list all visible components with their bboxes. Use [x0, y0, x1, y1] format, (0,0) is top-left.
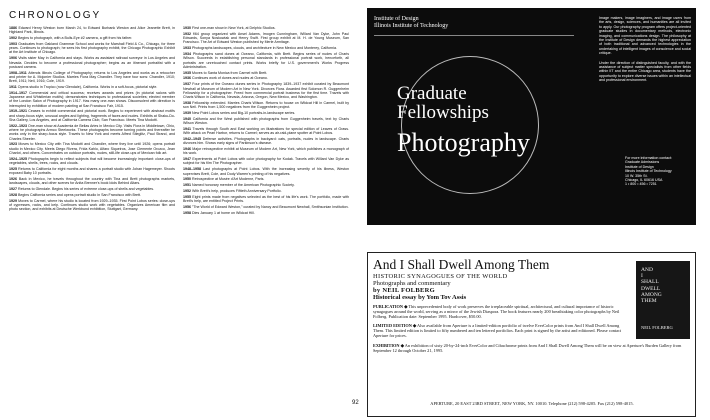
contact-line: 1 • 800 • 456 • 7251: [625, 182, 657, 187]
exhibition-label: EXHIBITION ◆: [373, 342, 404, 348]
publication-label: PUBLICATION ◆: [373, 304, 408, 309]
entry-text: With Brett's help, produces Fiftieth Anniversary Portfolio.: [192, 189, 282, 194]
chronology-entry: [183, 157, 349, 166]
entry-year: 1930: [183, 26, 192, 30]
chronology-entry: [9, 177, 175, 186]
cover-author: NEIL FOLBERG: [641, 325, 673, 330]
chronology-entry: [183, 32, 349, 45]
entry-text: "The World of Edward Weston," curated by Nancy and Beaumont Newhall, Smithsonian Institution.: [192, 205, 349, 210]
chronology-entry: [9, 91, 175, 108]
entry-year: 1935: [183, 70, 192, 75]
chronology-entry: [9, 157, 175, 166]
chronology-entry: [9, 71, 175, 84]
contact-line: Chicago, IL 60616 USA: [625, 178, 663, 183]
chronology-entry: [183, 101, 349, 110]
book-ad: [367, 252, 696, 417]
entry-year: 1947: [183, 157, 193, 162]
ad-headline: [397, 84, 489, 122]
page-number: 92: [352, 400, 359, 406]
entry-year: 1924–1925: [9, 156, 29, 161]
entry-text: Photographs landscapes, clouds, and architecture in New Mexico and Monterey, California.: [192, 46, 337, 51]
entry-year: 1919–1921: [9, 109, 29, 114]
contact-line: Institute of Design: [625, 164, 654, 169]
contact-line: For more information contact:: [625, 156, 672, 160]
institute-line-1: Institute of Design: [374, 16, 419, 22]
entry-year: 1922–1923: [9, 123, 29, 128]
entry-year: 1955: [183, 194, 193, 199]
chronology-entry: [183, 71, 349, 75]
entry-year: 1942–1945: [183, 137, 203, 142]
institute-name: [374, 16, 448, 30]
book-title: And I Shall Dwell Among Them: [373, 257, 550, 272]
entry-year: 1928: [9, 192, 18, 197]
chronology-entry: [9, 109, 175, 122]
chronology-columns: [9, 26, 349, 215]
entry-text: Named honorary member of the American Photographic Society.: [192, 183, 295, 188]
chronology-entry: [9, 193, 175, 197]
entry-year: 1908–1911: [9, 70, 29, 75]
contact-info: [625, 156, 693, 187]
book-author: by NEIL FOLBERG: [373, 287, 435, 294]
chronology-entry: [9, 85, 175, 89]
entry-text: Major retrospective exhibit at Museum of Modern Art, New York, which publishes a monograph of his work.: [183, 147, 349, 156]
institute-line-2: Illinois Institute of Technology: [374, 23, 449, 29]
entry-text: Defense activities. Photographs in backyard: cats, portraits, nudes in landscape. Charis divorces him. Shows early signs of Parkinson's disease.: [183, 137, 349, 146]
entry-text: Returns to California for eight months and shares a portrait studio with Johan Hagemeyer. Shoots exposed Baby 10 portraits.: [9, 166, 175, 176]
entry-text: One-man show at Academia de Bellas Artes in Mexico City. Visits Flora in Middletown, Ohio, where he photographs Armco Steelworks. These photographs become turning points and thereafter he works only in the sharp-focus style. Travels to New York and meets Alfred Stieglitz, Paul Strand, and Charles Sheeler.: [9, 123, 175, 141]
entry-year: 1926: [9, 176, 19, 181]
headline-fellowships: Fellowships: [397, 102, 489, 123]
chronology-entry: [9, 199, 175, 212]
entry-year: 1932: [183, 31, 193, 36]
ad-paragraph-2: Under the direction of distinguished faculty, and with the assistance of subject matter specialists from other fields within IIT and the entire Chicago area, students have the opportunity to explore diverse issues within an intellectual and professional environment.: [599, 60, 691, 83]
cover-title-line: I: [641, 273, 643, 280]
chronology-entry: [9, 142, 175, 155]
entry-year: 1906: [9, 56, 19, 61]
cover-title-line: SHALL: [641, 279, 659, 286]
book-subtitle: HISTORIC SYNAGOGUES OF THE WORLD: [373, 273, 508, 280]
entry-text: Back in Mexico, he travels throughout the country with Tina and Brett photographs markets, landscapes, clouds, and other scenes for Anita Brenner's book Idols Behind Altars.: [9, 176, 175, 186]
entry-text: Experiments at Point Lobos with color photography for Kodak. Travels with Willard Van Dyke as subject for his film The Photographer.: [183, 157, 349, 166]
entry-text: Photographs begin to reflect subjects that will become increasingly important: close-ups of vegetables, shells, trees, rocks, and clouds.: [9, 156, 175, 165]
chronology-entry: [183, 205, 349, 209]
entry-year: 1950: [183, 177, 192, 182]
entry-year: 1956: [183, 205, 192, 210]
chronology-entry: [183, 195, 349, 204]
cover-title: [641, 267, 662, 304]
chronology-entry: [183, 189, 349, 193]
entry-text: Begins California series and opens portrait studio in San Francisco with Brett.: [18, 192, 142, 197]
chronology-entry: [183, 117, 349, 126]
entry-year: 1923: [9, 142, 19, 147]
book-essay-line: Historical essay by Yom Tov Assis: [373, 294, 467, 301]
chronology-entry: [183, 82, 349, 99]
chronology-entry: [9, 36, 175, 40]
entry-text: Ceases to exhibit commercial and pictorial work. Begins to experiment with abstract motifs and sharp-focus style, unusual angles and lighting, fragments of faces and nudes. Exhibits at Shaku-Do-Sha Gallery, Los Angeles, and at California Camera Club, San Francisco. Meets Tina Modotti.: [9, 109, 175, 122]
chronology-entry: [9, 56, 175, 69]
ad-description: [599, 16, 691, 88]
institute-of-design-ad: [367, 8, 696, 225]
chronology-entry: [183, 76, 349, 80]
cover-title-line: AND: [641, 267, 653, 273]
headline-photography: Photography: [397, 128, 530, 157]
circle-graphic: [401, 56, 539, 194]
entry-text: Attends Illinois College of Photography; returns to Los Angeles and works as a retoucher and printer for A. Mojonier Studios. Marries Flora May Chandler. They have four sons: Chandler, 1910; Brett, 1911; Neil, 1916; Cole, 1919.: [9, 70, 175, 84]
entry-year: 1914–1917: [9, 90, 30, 95]
entry-text: Visits sister May in California and stays. Works as assistant railroad surveyor in Los Angeles and Nevada. Decides to become a professional photographer; begins as an itinerant portraitist with a postcard camera.: [9, 56, 175, 69]
entry-text: Moves to Santa Monica from Carmel with Brett.: [192, 70, 268, 75]
aperture-address: APERTURE, 20 EAST 23RD STREET, NEW YORK, NY. 10010. Telephone (212) 598-4205. Fax (212) 598-4015.: [430, 401, 634, 406]
divider-rule: [374, 35, 574, 36]
entry-year: 1936: [183, 76, 192, 81]
cover-title-line: DWELL: [641, 285, 661, 292]
chronology-title: CHRONOLOGY: [9, 10, 102, 21]
chronology-entry: [9, 124, 175, 141]
chronology-entry: [183, 127, 349, 136]
cover-title-line: AMONG: [641, 291, 662, 298]
entry-text: Dies January 1 at home on Wildcat Hill.: [192, 210, 255, 215]
entry-text: Moves to Carmel, where his studio is located from 1929–1935. First Point Lobos series: close-ups of cypresses, rocks, and kelp. Continues studio work with vegetables. Organizes American film and photo section, and exhibits at Deutsche Werkbund exhibition, Stuttgart, Germany.: [9, 198, 176, 212]
entry-text: Travels through South and East working on illustrations for special edition of Leaves of Grass. With attack on Pearl Harbor, returns to Carmel; serves as air-raid-plane spotter at Point Lobos.: [183, 126, 349, 136]
book-ad-body: [373, 304, 688, 357]
entry-year: 1952: [183, 189, 192, 194]
limited-label: LIMITED EDITION ◆: [373, 323, 417, 329]
entry-year: 1948–1958: [183, 167, 204, 172]
chronology-section: [9, 10, 349, 405]
chronology-entry: [183, 183, 349, 187]
limited-text: Also available from Aperture is a limited-edition portfolio of twelve EverColor prints from And I Shall Dwell Among Them. This limited edition is limited to fifty numbered and ten lettered portfolios. Each print is signed by the artist and editioned. Please contact Aperture for prices.: [373, 323, 622, 339]
entry-year: 1925: [9, 166, 19, 171]
entry-text: Four prints of the Oceano dunes series in Photography 1839–1937 exhibit curated by Beaumont Newhall at Museum of Modern Art in New York. Divorces Flora. Awarded first Solomon R. Guggenheim Fellowship for a photographer. Freed from commercial portrait business for the first time. Travels with Charis Wilson in California, Nevada, Arizona, Oregon, New Mexico, and Washington.: [183, 82, 349, 100]
entry-year: 1934: [183, 52, 193, 57]
headline-graduate: Graduate: [397, 83, 467, 104]
publication-paragraph: [373, 304, 631, 319]
entry-year: 1938: [183, 100, 193, 105]
entry-text: Fellowship extended. Marries Charis Wilson. Returns to house on Wildcat Hill in Carmel, built by son Neil. Prints from 1,500 negatives from the Guggenheim project.: [183, 100, 349, 110]
entry-year: 1951: [183, 183, 192, 188]
chronology-entry: [9, 42, 175, 55]
publication-text: This unprecedented body of work preserves the irreplaceable spiritual, architectural, and cultural importance of historic synagogues around the world, serving as a mirror of the Jewish Diaspora. The book features nearly 200 breathtaking color photographs by Neil Folberg. Publication date: September 1995. Hardcover, $50.00.: [373, 304, 620, 320]
entry-text: California and the West published with photographs from Guggenheim travels, text by Charis Wilson Weston.: [183, 116, 349, 126]
entry-text: Moves to Mexico City with Tina Modotti and Chandler, where they live until 1926; opens portrait studio in Mexico City. Meets Diego Rivera, Frida Kahlo, Alfaro Siqueiros, Jose Clemente Orozco, Jean Charlot, and others. Concentrates on outdoor portraits, nudes, still-life close-ups of Mexican folk art.: [9, 142, 175, 155]
chronology-entry: [183, 177, 349, 181]
ad-paragraph-1: Image makers, image imaginers, and image users from the arts, design, sciences, and humanities are all invited to apply. Our photography program offers project-oriented graduate studies in documentary methods, electronic imaging, and communications design. The philosophy at the Institute of Design demands the highest appreciation of both traditional and advanced technologies in the undertaking of intelligent images of conscience and social critique.: [599, 16, 691, 56]
entry-text: Begins to photograph, with a Bulls-Eye #2 camera, a gift from his father.: [18, 36, 133, 41]
entry-text: Retrospective at Musée d'Art Moderne, Paris.: [192, 177, 265, 182]
cover-title-line: THEM: [641, 298, 657, 305]
chronology-entry: [183, 211, 349, 215]
chronology-entry: [183, 147, 349, 156]
entry-text: Edward Henry Weston born March 24, to Edward Burbank Weston and Alice Jeanette Brett, in Highland Park, Illinois.: [9, 26, 175, 35]
entry-year: 1939: [183, 111, 192, 115]
entry-year: 1903: [9, 41, 19, 46]
entry-text: Eight prints made from negatives selected as the best of his life's work. The portfolio, made with Brett's help, are entitled Project Prints.: [183, 194, 349, 204]
entry-year: 1958: [183, 210, 192, 215]
chronology-entry: [183, 26, 349, 30]
contact-line: Illinois Institute of Technology: [625, 169, 672, 174]
chronology-entry: [183, 111, 349, 115]
entry-year: 1911: [9, 84, 18, 89]
chronology-entry: [183, 137, 349, 146]
chronology-entry: [183, 52, 349, 69]
entry-year: 1886: [9, 26, 19, 30]
entry-year: 1946: [183, 147, 193, 152]
entry-year: 1941: [183, 126, 193, 131]
entry-text: Opens studio in Tropico (now Glendale), California. Works in a soft-focus, pictorial style.: [17, 84, 158, 89]
entry-text: Returns to Glendale. Begins his series of extreme close-ups of shells and vegetables.: [18, 186, 155, 191]
chronology-entry: [9, 167, 175, 176]
entry-text: Last photographs at Point Lobos. With the increasing severity of his illness, Weston supervises Brett, Cole, and Dody Warren's printing of his negatives.: [183, 167, 349, 176]
chronology-entry: [9, 26, 175, 35]
entry-year: 1929: [9, 198, 19, 203]
entry-text: f/64 group organized with Ansel Adams, Imogen Cunningham, Willard Van Dyke, John Paul Edwards, Sonya Noskowiak and Henry Swift. First group exhibit at M. H. de Young Museum, San Francisco. The Art of Edward Weston published by Merle Armitage.: [183, 31, 349, 45]
book-photos-line: Photographs and commentary: [373, 280, 451, 287]
entry-year: 1940: [183, 116, 193, 121]
chronology-entry: [183, 167, 349, 176]
exhibition-paragraph: [373, 343, 688, 353]
chronology-entry: [183, 46, 349, 50]
entry-year: 1927: [9, 186, 18, 191]
entry-text: Graduates from Oakland Grammar School and works for Marshall Field & Co., Chicago, for three years. Continues to photograph; he sees his first photography exhibit, the Chicago Photographic Exhibit at the Art Institute of Chicago.: [9, 41, 175, 55]
entry-year: 1902: [9, 36, 18, 41]
entry-year: 1937: [183, 82, 193, 87]
exhibition-text: An exhibition of sixty 20-by-24-inch EverColor and Cibachrome prints from And I Shall Dwell Among Them will be on view at Aperture's Burden Gallery from September 12 through October 21, 1995.: [373, 342, 682, 353]
entry-text: Continues work of dunes and nudes at Oceano.: [192, 76, 268, 81]
entry-text: New Point Lobos series and Big-10 portraits-in-landscape series.: [192, 111, 296, 115]
entry-text: Photographs sand dunes at Oceano, California, with Brett. Begins series of nudes of Charis Wilson. Succeeds in establishing personal standards in professional portrait work, henceforth, all portraits are unretouched contact prints. Works briefly for U.S. government's Works Progress Administration.: [183, 52, 349, 69]
entry-text: Commercial and critical success; receives awards and prizes (in pictorial salons with Japanese and Whistlerian motifs); demonstrates techniques to professional societies; elected member of the London Salon of Photography in 1917. Has many one-man shows. Disconsolent with direction is interrupted by exhibition of modern painting at San Francisco Fair, 1915.: [9, 90, 175, 108]
limited-edition-paragraph: [373, 323, 631, 338]
entry-text: First one-man show in New York, at Delphic Studios.: [192, 26, 276, 30]
contact-line: Graduate Admissions: [625, 160, 660, 165]
entry-year: 1933: [183, 46, 192, 51]
chronology-entry: [9, 187, 175, 191]
contact-line: 10 W. 35th St.: [625, 173, 648, 178]
